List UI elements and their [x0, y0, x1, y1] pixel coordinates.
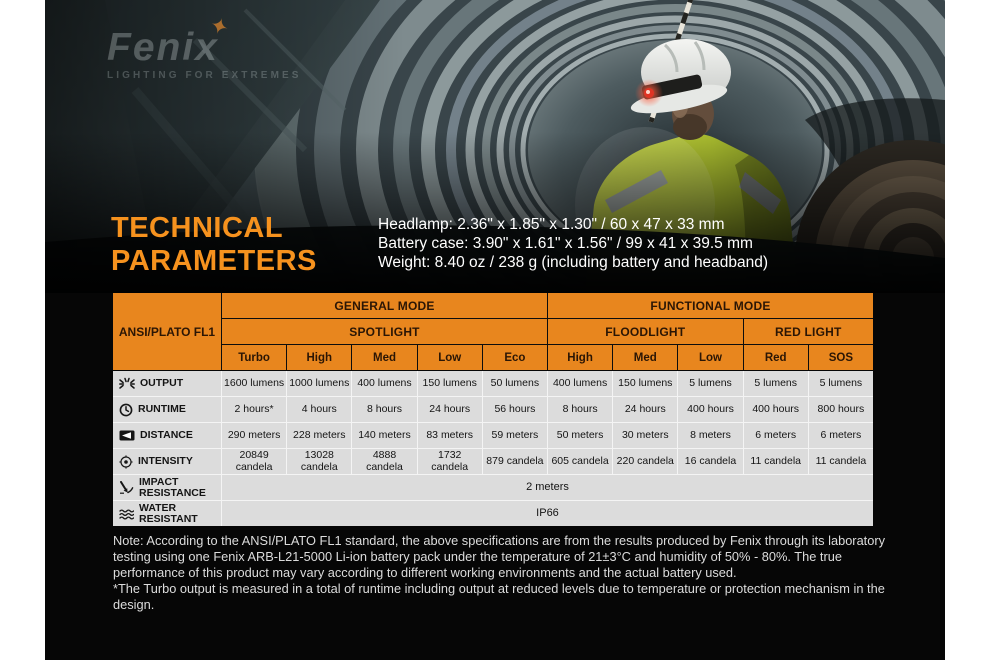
- mode-header-general: GENERAL MODE: [222, 293, 547, 318]
- column-header-med: Med: [352, 345, 416, 370]
- impact-resistance-value: 2 meters: [222, 475, 873, 500]
- table-cell: 400 hours: [678, 397, 742, 422]
- table-cell: 1600 lumens: [222, 371, 286, 396]
- page-title-line1: TECHNICAL: [111, 212, 284, 244]
- table-cell: 83 meters: [418, 423, 482, 448]
- table-cell: 290 meters: [222, 423, 286, 448]
- hero-photo: [45, 0, 945, 293]
- fenix-logo: [107, 11, 302, 81]
- table-cell: 5 lumens: [678, 371, 742, 396]
- table-cell: 140 meters: [352, 423, 416, 448]
- table-cell: 5 lumens: [809, 371, 873, 396]
- spec-headlamp: Headlamp: 2.36" x 1.85" x 1.30" / 60 x 47 x 33 mm: [378, 216, 725, 233]
- spec-battery-case: Battery case: 3.90" x 1.61" x 1.56" / 99 x 41 x 39.5 mm: [378, 234, 753, 252]
- group-header-spotlight: SPOTLIGHT: [222, 319, 547, 344]
- table-cell: 150 lumens: [418, 371, 482, 396]
- table-body: [113, 371, 873, 526]
- table-cell: 4 hours: [287, 397, 351, 422]
- footnote-standard: Note: According to the ANSI/PLATO FL1 standard, the above specifications are from the results produced by Fenix through its laboratory testing using one Fenix ARB-L21-5000 Li-ion battery pack under the temperature of 21±3°C and humidity of 50% - 80%. The true performance of this product may vary according to different working environments and the actual battery used.: [113, 533, 886, 580]
- table-cell: 228 meters: [287, 423, 351, 448]
- table-cell: 50 meters: [548, 423, 612, 448]
- table-cell: 30 meters: [613, 423, 677, 448]
- spark-star-icon: ✦: [206, 11, 233, 42]
- impact-arrow-icon: [119, 481, 134, 494]
- light-rays-icon: [119, 377, 135, 390]
- dimension-specs: [378, 216, 768, 272]
- table-cell: 11 candela: [809, 449, 873, 474]
- row-label-water-resistant: WATER RESISTANT: [113, 501, 221, 526]
- table-cell: 24 hours: [613, 397, 677, 422]
- table-cell: 800 hours: [809, 397, 873, 422]
- row-label-distance: DISTANCE: [113, 423, 221, 448]
- table-cell: 6 meters: [809, 423, 873, 448]
- ansi-fl1-table: [113, 293, 873, 526]
- table-cell: 400 lumens: [352, 371, 416, 396]
- table-cell: 400 hours: [744, 397, 808, 422]
- footnotes: [113, 533, 895, 613]
- table-header: [113, 293, 873, 370]
- fenix-logo-wordmark: Fenix: [107, 26, 219, 69]
- table-cell: 24 hours: [418, 397, 482, 422]
- table-cell: 56 hours: [483, 397, 547, 422]
- table-cell: 59 meters: [483, 423, 547, 448]
- column-header-flood-med: Med: [613, 345, 677, 370]
- page-title-line2: PARAMETERS: [111, 245, 317, 277]
- spec-weight: Weight: 8.40 oz / 238 g (including battery and headband): [378, 253, 769, 271]
- row-label-runtime: RUNTIME: [113, 397, 221, 422]
- table-cell: 8 meters: [678, 423, 742, 448]
- table-cell: 150 lumens: [613, 371, 677, 396]
- table-cell: 605 candela: [548, 449, 612, 474]
- column-header-flood-high: High: [548, 345, 612, 370]
- table-cell: 400 lumens: [548, 371, 612, 396]
- column-header-flood-low: Low: [678, 345, 742, 370]
- intensity-target-icon: [119, 455, 133, 469]
- column-header-sos: SOS: [809, 345, 873, 370]
- group-header-floodlight: FLOODLIGHT: [548, 319, 743, 344]
- table-cell: 13028 candela: [287, 449, 351, 474]
- table-cell: 8 hours: [548, 397, 612, 422]
- group-header-redlight: RED LIGHT: [744, 319, 873, 344]
- table-cell: 50 lumens: [483, 371, 547, 396]
- spec-sheet-slide: [45, 0, 945, 660]
- table-cell: 4888 candela: [352, 449, 416, 474]
- clock-icon: [119, 403, 133, 417]
- water-resistant-value: IP66: [222, 501, 873, 526]
- column-header-turbo: Turbo: [222, 345, 286, 370]
- column-header-low: Low: [418, 345, 482, 370]
- table-cell: 11 candela: [744, 449, 808, 474]
- page-title: [111, 212, 317, 278]
- table-corner-label: ANSI/PLATO FL1: [113, 293, 221, 370]
- row-label-intensity: INTENSITY: [113, 449, 221, 474]
- table-cell: 1732 candela: [418, 449, 482, 474]
- table-cell: 8 hours: [352, 397, 416, 422]
- mode-header-functional: FUNCTIONAL MODE: [548, 293, 873, 318]
- table-cell: 16 candela: [678, 449, 742, 474]
- column-header-eco: Eco: [483, 345, 547, 370]
- fenix-logo-tagline: LIGHTING FOR EXTREMES: [107, 70, 302, 81]
- table-cell: 5 lumens: [744, 371, 808, 396]
- row-label-output: OUTPUT: [113, 371, 221, 396]
- column-header-high: High: [287, 345, 351, 370]
- beam-distance-icon: [119, 430, 135, 441]
- row-label-impact-resistance: IMPACT RESISTANCE: [113, 475, 221, 500]
- table-cell: 220 candela: [613, 449, 677, 474]
- table-cell: 1000 lumens: [287, 371, 351, 396]
- water-waves-icon: [119, 508, 134, 520]
- column-header-red: Red: [744, 345, 808, 370]
- table-cell: 2 hours*: [222, 397, 286, 422]
- table-cell: 6 meters: [744, 423, 808, 448]
- table-cell: 20849 candela: [222, 449, 286, 474]
- footnote-turbo: *The Turbo output is measured in a total of runtime including output at reduced levels due to temperature or protection mechanism in the design.: [113, 580, 885, 612]
- table-cell: 879 candela: [483, 449, 547, 474]
